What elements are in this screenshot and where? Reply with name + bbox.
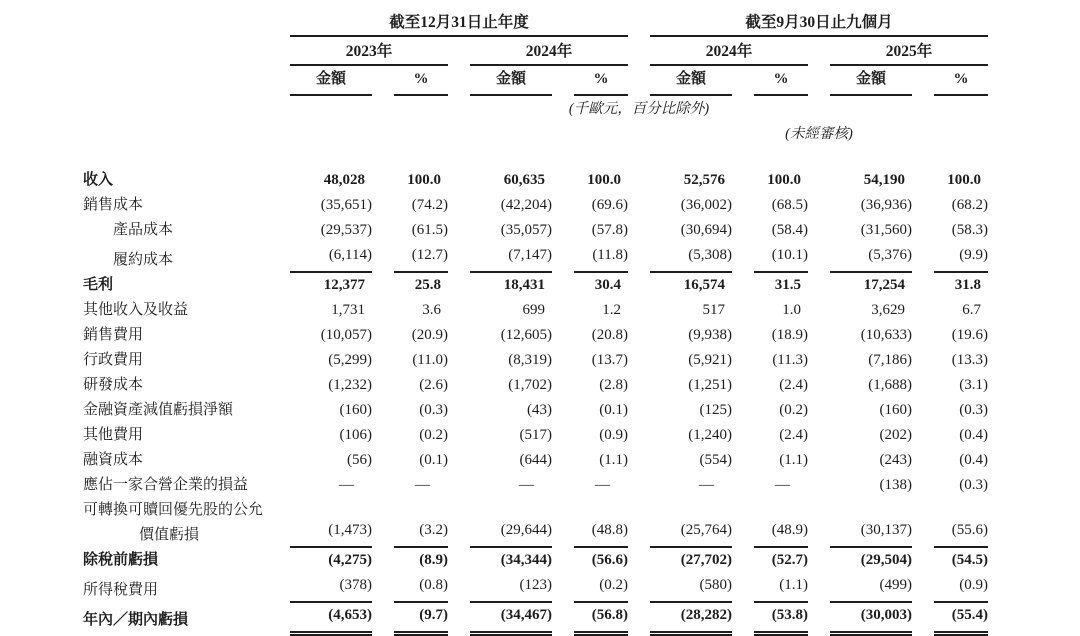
corner-cell (83, 96, 268, 121)
value-cell: (19.6) (951, 327, 988, 343)
value-cell: (123) (470, 573, 552, 603)
table-row-gross-profit (83, 273, 988, 298)
value-cell: (30,137) (830, 498, 912, 548)
value-cell: — (699, 477, 714, 493)
value-cell: (34,467) (470, 603, 552, 633)
value-cell: (56.8) (574, 603, 628, 633)
value-cell: (35,057) (500, 222, 552, 238)
value-cell: (5,376) (830, 243, 912, 273)
value-cell: (48.8) (574, 498, 628, 548)
value-cell: (1,232) (328, 377, 372, 393)
value-cell: (74.2) (411, 197, 448, 213)
row-label-cell (83, 423, 268, 448)
value-cell: — (519, 477, 534, 493)
row-label-cell (83, 573, 268, 603)
table-row-other-income-and-gains (83, 298, 988, 323)
row-label: 研發成本 (83, 377, 144, 393)
spacer-row (83, 148, 988, 168)
row-label: 銷售成本 (83, 197, 144, 213)
row-label-cell (83, 218, 268, 243)
row-label: 其他收入及收益 (83, 302, 189, 318)
unaudited-note: (未經審核) (785, 126, 853, 142)
year-group-header: 2023年 (290, 37, 448, 66)
value-cell: — (595, 477, 610, 493)
value-cell: (34,344) (500, 552, 552, 568)
value-cell: (1,473) (290, 498, 372, 548)
value-cell: (12,605) (500, 327, 552, 343)
table-row-loss-for-the-year-period (83, 603, 988, 633)
value-cell: (0.9) (934, 573, 988, 603)
value-cell: 1,731 (331, 302, 365, 318)
value-cell: (0.2) (419, 427, 448, 443)
value-cell: (2.4) (779, 427, 808, 443)
row-label: 收入 (83, 172, 114, 188)
table-row-rd-costs (83, 373, 988, 398)
table-row-share-of-joint-venture (83, 473, 988, 498)
measure-header: 金額 (830, 66, 912, 96)
row-label-line2: 價值虧損 (139, 527, 200, 543)
table-row-fulfilment-costs (83, 243, 988, 273)
value-cell: (13.7) (591, 352, 628, 368)
value-cell: (55.6) (934, 498, 988, 548)
value-cell: (517) (519, 427, 552, 443)
value-cell: (160) (879, 402, 912, 418)
table-row-cost-of-sales (83, 193, 988, 218)
measure-header: 金額 (650, 66, 732, 96)
value-cell: (5,299) (328, 352, 372, 368)
value-cell: (1,688) (868, 377, 912, 393)
row-label: 行政費用 (83, 352, 144, 368)
row-label: 年內／期內虧損 (83, 612, 189, 628)
value-cell: (11.0) (412, 352, 448, 368)
value-cell: (28,282) (650, 603, 732, 633)
value-cell: (54.5) (951, 552, 988, 568)
value-cell: (0.8) (394, 573, 448, 603)
value-cell: (56) (347, 452, 372, 468)
value-cell: 100.0 (407, 172, 441, 188)
value-cell: (138) (879, 477, 912, 493)
value-cell: (1.1) (599, 452, 628, 468)
value-cell: (42,204) (500, 197, 552, 213)
value-cell: (2.8) (599, 377, 628, 393)
table-row-finance-costs (83, 448, 988, 473)
measure-header-row (83, 66, 988, 96)
value-cell: (0.2) (574, 573, 628, 603)
table-row-revenue (83, 168, 988, 193)
value-cell: — (775, 477, 790, 493)
row-label-cell (83, 373, 268, 398)
value-cell: (58.3) (951, 222, 988, 238)
measure-header: % (394, 66, 448, 96)
financial-table (61, 4, 1010, 633)
value-cell: 16,574 (683, 277, 725, 293)
value-cell: 25.8 (414, 277, 441, 293)
measure-header: % (754, 66, 808, 96)
value-cell: — (339, 477, 354, 493)
value-cell: (9,938) (688, 327, 732, 343)
value-cell: (0.3) (419, 402, 448, 418)
value-cell: (1.1) (754, 573, 808, 603)
value-cell: (10,057) (320, 327, 372, 343)
row-label-cell (83, 243, 268, 273)
measure-header: 金額 (470, 66, 552, 96)
value-cell: 54,190 (863, 172, 905, 188)
value-cell: (580) (650, 573, 732, 603)
table-row-administrative-expenses (83, 348, 988, 373)
value-cell: (1,251) (688, 377, 732, 393)
row-label: 所得稅費用 (83, 582, 159, 598)
year-group-header: 2024年 (650, 37, 808, 66)
value-cell: (56.6) (591, 552, 628, 568)
period-group-header: 截至9月30日止九個月 (650, 4, 988, 37)
row-label-cell (83, 168, 268, 193)
units-note: (千歐元，百分比除外) (568, 101, 710, 117)
value-cell: (36,002) (680, 197, 732, 213)
table-row-impairment-losses-financial-assets (83, 398, 988, 423)
value-cell: (160) (339, 402, 372, 418)
value-cell: (11.8) (574, 243, 628, 273)
value-cell: (0.1) (599, 402, 628, 418)
value-cell: (13.3) (951, 352, 988, 368)
value-cell: (29,504) (860, 552, 912, 568)
corner-cell (83, 121, 268, 148)
value-cell: 3.6 (422, 302, 441, 318)
value-cell: (10,633) (860, 327, 912, 343)
row-label-cell (83, 323, 268, 348)
value-cell: (52.7) (771, 552, 808, 568)
value-cell: 100.0 (767, 172, 801, 188)
value-cell: 6.7 (962, 302, 981, 318)
value-cell: (29,537) (320, 222, 372, 238)
value-cell: (378) (290, 573, 372, 603)
value-cell: 517 (702, 302, 725, 318)
row-label-cell (83, 603, 268, 633)
value-cell: 100.0 (947, 172, 981, 188)
value-cell: (5,921) (688, 352, 732, 368)
table-row-product-costs (83, 218, 988, 243)
value-cell: 1.0 (782, 302, 801, 318)
value-cell: (6,114) (290, 243, 372, 273)
value-cell: (11.3) (772, 352, 808, 368)
value-cell: (30,694) (680, 222, 732, 238)
value-cell: (2.6) (419, 377, 448, 393)
value-cell: (69.6) (591, 197, 628, 213)
value-cell: (55.4) (934, 603, 988, 633)
value-cell: (29,644) (470, 498, 552, 548)
table-row-loss-before-tax (83, 548, 988, 573)
row-label-cell (83, 448, 268, 473)
value-cell: (43) (527, 402, 552, 418)
value-cell: (10.1) (754, 243, 808, 273)
value-cell: (31,560) (860, 222, 912, 238)
row-label-cell (83, 298, 268, 323)
corner-cell (83, 66, 268, 96)
value-cell: (9.7) (394, 603, 448, 633)
value-cell: (644) (519, 452, 552, 468)
value-cell: (202) (879, 427, 912, 443)
empty-cell (290, 121, 628, 148)
unaudited-note-row (83, 121, 988, 148)
table-row-other-expenses (83, 423, 988, 448)
value-cell: 100.0 (587, 172, 621, 188)
row-label: 毛利 (83, 277, 114, 293)
value-cell: — (415, 477, 430, 493)
value-cell: (7,186) (868, 352, 912, 368)
row-label-cell (83, 473, 268, 498)
value-cell: (3.2) (394, 498, 448, 548)
row-label: 履約成本 (113, 252, 174, 268)
value-cell: (4,275) (328, 552, 372, 568)
year-group-header: 2025年 (830, 37, 988, 66)
value-cell: (0.2) (779, 402, 808, 418)
value-cell: (3.1) (959, 377, 988, 393)
value-cell: (125) (699, 402, 732, 418)
value-cell: 12,377 (323, 277, 365, 293)
value-cell: (0.4) (959, 452, 988, 468)
row-label: 除稅前虧損 (83, 552, 159, 568)
row-label-cell (83, 273, 268, 298)
value-cell: (25,764) (650, 498, 732, 548)
row-label: 融資成本 (83, 452, 144, 468)
value-cell: 699 (522, 302, 545, 318)
row-label: 可轉換可贖回優先股的公允 (83, 502, 264, 518)
value-cell: 48,028 (323, 172, 365, 188)
value-cell: (499) (830, 573, 912, 603)
value-cell: (57.8) (591, 222, 628, 238)
value-cell: 17,254 (863, 277, 905, 293)
value-cell: (1,702) (508, 377, 552, 393)
value-cell: (106) (339, 427, 372, 443)
year-group-header: 2024年 (470, 37, 628, 66)
corner-cell (83, 37, 268, 66)
table-row-income-tax-expense (83, 573, 988, 603)
row-label-cell (83, 398, 268, 423)
value-cell: (20.9) (411, 327, 448, 343)
row-label: 銷售費用 (83, 327, 144, 343)
row-label-cell (83, 498, 268, 548)
measure-header: % (934, 66, 988, 96)
row-label: 其他費用 (83, 427, 144, 443)
value-cell: (243) (879, 452, 912, 468)
row-label: 產品成本 (113, 222, 174, 238)
units-note-row (83, 96, 988, 121)
value-cell: (1.1) (779, 452, 808, 468)
measure-header: 金額 (290, 66, 372, 96)
value-cell: (0.9) (599, 427, 628, 443)
row-label-cell (83, 548, 268, 573)
value-cell: (5,308) (650, 243, 732, 273)
value-cell: 31.8 (954, 277, 981, 293)
value-cell: 30.4 (594, 277, 621, 293)
value-cell: 3,629 (871, 302, 905, 318)
value-cell: (9.9) (934, 243, 988, 273)
corner-cell (83, 4, 268, 37)
value-cell: (18.9) (771, 327, 808, 343)
value-cell: (36,936) (860, 197, 912, 213)
period-header-row (83, 4, 988, 37)
row-label: 應佔一家合營企業的損益 (83, 477, 249, 493)
period-group-header: 截至12月31日止年度 (290, 4, 628, 37)
value-cell: (2.4) (779, 377, 808, 393)
value-cell: (1,240) (688, 427, 732, 443)
value-cell: (58.4) (771, 222, 808, 238)
value-cell: (53.8) (754, 603, 808, 633)
value-cell: (0.3) (959, 477, 988, 493)
value-cell: (554) (699, 452, 732, 468)
row-label-cell (83, 193, 268, 218)
value-cell: (8,319) (508, 352, 552, 368)
value-cell: (27,702) (680, 552, 732, 568)
value-cell: (35,651) (320, 197, 372, 213)
row-label-cell (83, 348, 268, 373)
value-cell: (7,147) (470, 243, 552, 273)
table-row-selling-expenses (83, 323, 988, 348)
value-cell: (68.5) (771, 197, 808, 213)
value-cell: (4,653) (290, 603, 372, 633)
value-cell: (68.2) (951, 197, 988, 213)
value-cell: (0.3) (959, 402, 988, 418)
table-row-fv-loss-convertible-preferred-shares (83, 498, 988, 548)
value-cell: (48.9) (754, 498, 808, 548)
value-cell: (20.8) (591, 327, 628, 343)
value-cell: (30,003) (830, 603, 912, 633)
value-cell: (8.9) (419, 552, 448, 568)
value-cell: 60,635 (503, 172, 545, 188)
value-cell: (61.5) (411, 222, 448, 238)
spacer (83, 148, 988, 168)
value-cell: (0.1) (419, 452, 448, 468)
value-cell: (12.7) (394, 243, 448, 273)
year-header-row (83, 37, 988, 66)
value-cell: 52,576 (683, 172, 725, 188)
value-cell: 18,431 (503, 277, 545, 293)
value-cell: 1.2 (602, 302, 621, 318)
value-cell: 31.5 (774, 277, 801, 293)
row-label: 金融資產減值虧損淨額 (83, 402, 234, 418)
value-cell: (0.4) (959, 427, 988, 443)
measure-header: % (574, 66, 628, 96)
